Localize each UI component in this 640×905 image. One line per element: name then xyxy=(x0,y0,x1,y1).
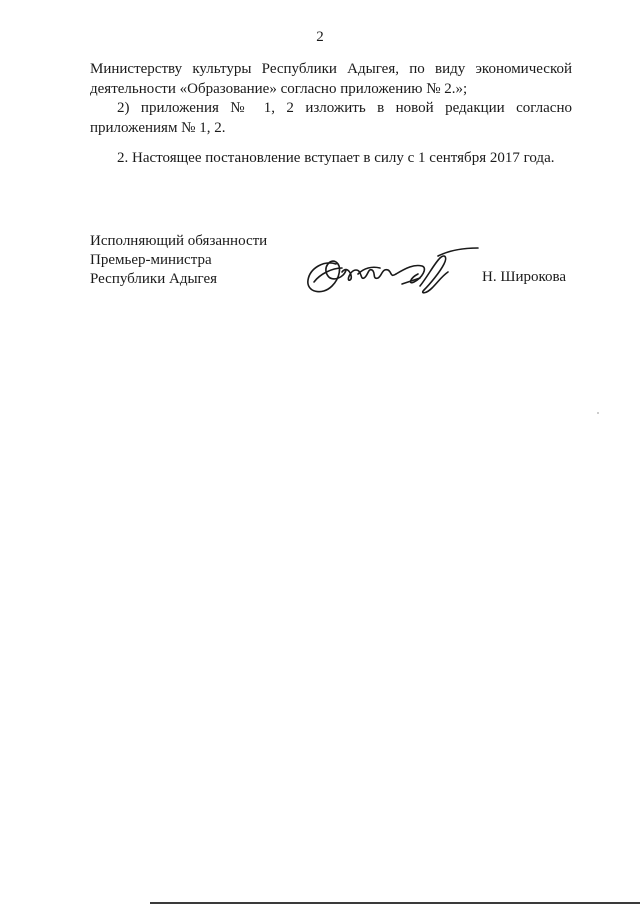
paragraph-text: 2. Настоящее постановление вступает в силу с 1 сентября 2017 года. xyxy=(117,150,555,166)
paragraph-continuation xyxy=(90,59,572,99)
signatory-name: Н. Широкова xyxy=(482,269,567,285)
paragraph-effective-date xyxy=(90,148,572,168)
handwritten-signature xyxy=(302,238,482,304)
signatory-title-line: Исполняющий обязанности xyxy=(90,233,268,249)
signatory-title xyxy=(90,232,267,289)
paragraph-amendment xyxy=(90,98,572,138)
scan-edge-line xyxy=(150,902,640,904)
paragraph-text: 2) приложения № 1, 2 изложить в новой редакции согласно приложениям № 1, 2. xyxy=(90,100,572,136)
scan-speck xyxy=(597,412,599,414)
signatory-title-line: Республики Адыгея xyxy=(90,271,218,287)
signatory-title-line: Премьер-министра xyxy=(90,252,212,268)
paragraph-text: Министерству культуры Республики Адыгея, по виду экономической деятельности «Образование» согласно приложению № 2.»; xyxy=(90,61,572,97)
page-number: 2 xyxy=(316,29,324,45)
